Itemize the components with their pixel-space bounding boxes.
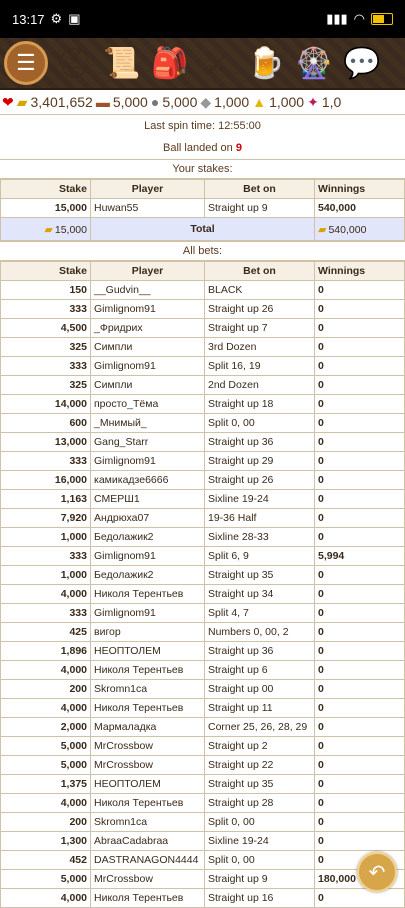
- game-toolbar: [0, 38, 405, 90]
- total-winnings-cell: [315, 218, 405, 241]
- stake-cell: 5,000: [1, 737, 91, 756]
- stake-cell: 13,000: [1, 433, 91, 452]
- winnings-cell: 0: [315, 794, 405, 813]
- winnings-cell: 5,994: [315, 547, 405, 566]
- gold-amount: 3,401,652: [30, 94, 93, 110]
- bet-cell: Numbers 0, 00, 2: [205, 623, 315, 642]
- col-winnings: Winnings: [315, 262, 405, 281]
- bet-cell: Straight up 35: [205, 566, 315, 585]
- stake-cell: 1,000: [1, 528, 91, 547]
- resources-bar: [0, 90, 405, 115]
- player-cell[interactable]: Николя Терентьев: [91, 661, 205, 680]
- winnings-cell: 0: [315, 338, 405, 357]
- wood-icon: ▬: [95, 94, 110, 110]
- signal-icon: ▮▮▮: [326, 11, 348, 26]
- your-stakes-title: Your stakes:: [0, 159, 405, 179]
- stone-amount: 5,000: [162, 94, 198, 110]
- player-cell[interactable]: AbraaCadabraa: [91, 832, 205, 851]
- winnings-cell: 0: [315, 604, 405, 623]
- winnings-cell: 0: [315, 699, 405, 718]
- player-cell[interactable]: Николя Терентьев: [91, 585, 205, 604]
- winnings-cell: 0: [315, 395, 405, 414]
- bet-cell: 2nd Dozen: [205, 376, 315, 395]
- stake-cell: 333: [1, 452, 91, 471]
- col-stake: Stake: [1, 262, 91, 281]
- bet-cell: Split 6, 9: [205, 547, 315, 566]
- stake-cell: 14,000: [1, 395, 91, 414]
- back-arrow-icon: ↶: [368, 861, 386, 884]
- player-cell[interactable]: СМЕРШ1: [91, 490, 205, 509]
- table-row: [1, 585, 405, 604]
- menu-button[interactable]: [4, 41, 48, 85]
- bet-cell: Straight up 9: [205, 199, 315, 218]
- stake-cell: 1,300: [1, 832, 91, 851]
- stake-cell: 333: [1, 547, 91, 566]
- stake-cell: 2,000: [1, 718, 91, 737]
- bet-cell: Straight up 35: [205, 775, 315, 794]
- col-player: Player: [91, 262, 205, 281]
- player-cell[interactable]: Николя Терентьев: [91, 794, 205, 813]
- sulfur-icon: ▲: [252, 94, 267, 110]
- winnings-cell: 0: [315, 490, 405, 509]
- bet-cell: Straight up 28: [205, 794, 315, 813]
- all-bets-title: All bets:: [0, 241, 405, 261]
- table-row: [1, 566, 405, 585]
- stake-cell: 1,896: [1, 642, 91, 661]
- bet-cell: Straight up 11: [205, 699, 315, 718]
- table-row: [1, 889, 405, 908]
- all-bets-table: [0, 261, 405, 908]
- table-row: [1, 452, 405, 471]
- table-row: [1, 661, 405, 680]
- total-winnings: 540,000: [328, 223, 367, 236]
- your-stakes-table: [0, 179, 405, 241]
- gold-icon: ▰: [16, 93, 28, 110]
- table-row: [1, 300, 405, 319]
- crossed-swords-icon[interactable]: ⚔: [204, 46, 232, 80]
- player-cell[interactable]: Gimlignom91: [91, 357, 205, 376]
- bet-cell: 3rd Dozen: [205, 338, 315, 357]
- helmet-icon[interactable]: ⛑: [54, 46, 94, 80]
- table-row: [1, 699, 405, 718]
- bet-cell: Straight up 00: [205, 680, 315, 699]
- bet-cell: 19-36 Half: [205, 509, 315, 528]
- col-stake: Stake: [1, 180, 91, 199]
- winnings-cell: 0: [315, 357, 405, 376]
- bet-cell: Sixline 19-24: [205, 490, 315, 509]
- winnings-cell: 0: [315, 813, 405, 832]
- player-cell[interactable]: _Фридрих: [91, 319, 205, 338]
- table-row: [1, 433, 405, 452]
- stake-cell: 325: [1, 376, 91, 395]
- stake-cell: 15,000: [1, 199, 91, 218]
- crystal-amount: 1,0: [321, 94, 342, 110]
- player-cell[interactable]: просто_Тёма: [91, 395, 205, 414]
- player-cell[interactable]: Skromn1ca: [91, 680, 205, 699]
- player-cell[interactable]: Gimlignom91: [91, 300, 205, 319]
- stake-cell: 4,000: [1, 889, 91, 908]
- bet-cell: Straight up 29: [205, 452, 315, 471]
- table-row: [1, 604, 405, 623]
- player-cell[interactable]: Gimlignom91: [91, 604, 205, 623]
- beer-mug-icon[interactable]: 🍺: [247, 46, 285, 80]
- winnings-cell: 0: [315, 300, 405, 319]
- winnings-cell: 0: [315, 281, 405, 300]
- stake-cell: 200: [1, 813, 91, 832]
- ball-landed: [0, 137, 405, 159]
- winnings-cell: 0: [315, 433, 405, 452]
- winnings-cell: 0: [315, 376, 405, 395]
- stake-cell: 4,000: [1, 585, 91, 604]
- stake-cell: 150: [1, 281, 91, 300]
- player-cell[interactable]: MrCrossbow: [91, 756, 205, 775]
- winnings-cell: 0: [315, 889, 405, 908]
- table-row: [1, 319, 405, 338]
- bet-cell: Split 4, 7: [205, 604, 315, 623]
- app-notification-icon: ▣: [68, 11, 81, 26]
- player-cell[interactable]: Gimlignom91: [91, 452, 205, 471]
- stake-cell: 4,000: [1, 661, 91, 680]
- winnings-cell: 0: [315, 585, 405, 604]
- sulfur-amount: 1,000: [269, 94, 305, 110]
- roulette-icon[interactable]: 🎡: [295, 46, 333, 80]
- stake-cell: 16,000: [1, 471, 91, 490]
- table-row: [1, 813, 405, 832]
- player-cell[interactable]: Gang_Starr: [91, 433, 205, 452]
- gold-icon: ▰: [44, 223, 53, 236]
- bet-cell: Straight up 16: [205, 889, 315, 908]
- player-cell[interactable]: Мармаладка: [91, 718, 205, 737]
- player-cell[interactable]: _Мнимый_: [91, 414, 205, 433]
- gold-icon: ▰: [318, 223, 327, 236]
- winnings-cell: 0: [315, 414, 405, 433]
- battery-icon: [371, 13, 393, 25]
- player-cell[interactable]: Николя Терентьев: [91, 889, 205, 908]
- stake-cell: 425: [1, 623, 91, 642]
- table-row: [1, 737, 405, 756]
- table-row: [1, 775, 405, 794]
- spin-info: [0, 115, 405, 159]
- bet-cell: Corner 25, 26, 28, 29: [205, 718, 315, 737]
- stake-cell: 4,000: [1, 699, 91, 718]
- table-row: [1, 718, 405, 737]
- winnings-cell: 0: [315, 680, 405, 699]
- stake-cell: 4,500: [1, 319, 91, 338]
- winnings-cell: 0: [315, 509, 405, 528]
- ball-number: 9: [235, 142, 242, 154]
- bet-cell: Straight up 9: [205, 870, 315, 889]
- player-cell[interactable]: MrCrossbow: [91, 870, 205, 889]
- table-row: [1, 528, 405, 547]
- bet-cell: Straight up 18: [205, 395, 315, 414]
- table-row: [1, 490, 405, 509]
- scroll-map-icon[interactable]: 📜: [103, 46, 141, 80]
- iron-amount: 1,000: [214, 94, 250, 110]
- table-row: [1, 357, 405, 376]
- bet-cell: Split 16, 19: [205, 357, 315, 376]
- table-row: [1, 794, 405, 813]
- winnings-cell: 0: [315, 319, 405, 338]
- stake-cell: 7,920: [1, 509, 91, 528]
- player-cell[interactable]: Gimlignom91: [91, 547, 205, 566]
- winnings-cell: 0: [315, 832, 405, 851]
- ball-landed-label: Ball landed on: [163, 142, 233, 154]
- crystal-icon: ✦: [307, 93, 319, 110]
- player-cell[interactable]: Симпли: [91, 338, 205, 357]
- player-cell[interactable]: камикадзе6666: [91, 471, 205, 490]
- table-row: [1, 338, 405, 357]
- table-row: [1, 623, 405, 642]
- winnings-cell: 0: [315, 775, 405, 794]
- stake-cell: 333: [1, 300, 91, 319]
- table-row: [1, 414, 405, 433]
- bet-cell: Straight up 7: [205, 319, 315, 338]
- stake-cell: 452: [1, 851, 91, 870]
- bet-cell: Straight up 6: [205, 661, 315, 680]
- stake-cell: 200: [1, 680, 91, 699]
- iron-icon: ◆: [200, 93, 212, 110]
- player-cell[interactable]: вигор: [91, 623, 205, 642]
- total-row: [1, 218, 405, 241]
- total-label: Total: [91, 218, 315, 241]
- bet-cell: Split 0, 00: [205, 414, 315, 433]
- winnings-cell: 0: [315, 851, 405, 870]
- stake-cell: 333: [1, 604, 91, 623]
- table-row: [1, 281, 405, 300]
- stake-cell: 1,000: [1, 566, 91, 585]
- all-bets-body: [1, 281, 405, 908]
- player-cell[interactable]: Николя Терентьев: [91, 699, 205, 718]
- col-bet-on: Bet on: [205, 262, 315, 281]
- bet-cell: Split 0, 00: [205, 813, 315, 832]
- winnings-cell: 0: [315, 623, 405, 642]
- bet-cell: Straight up 36: [205, 642, 315, 661]
- bet-cell: Sixline 28-33: [205, 528, 315, 547]
- player-cell[interactable]: Симпли: [91, 376, 205, 395]
- bet-cell: Split 0, 00: [205, 851, 315, 870]
- winnings-cell: 0: [315, 718, 405, 737]
- bet-cell: Sixline 19-24: [205, 832, 315, 851]
- table-row: [1, 642, 405, 661]
- winnings-cell: 540,000: [315, 199, 405, 218]
- clock: 13:17: [12, 11, 45, 27]
- stake-cell: 325: [1, 338, 91, 357]
- table-row: [1, 471, 405, 490]
- bet-cell: Straight up 26: [205, 300, 315, 319]
- wood-amount: 5,000: [112, 94, 148, 110]
- player-cell[interactable]: Huwan55: [91, 199, 205, 218]
- wifi-icon: ◠: [353, 11, 365, 26]
- table-row: [1, 851, 405, 870]
- table-row: [1, 832, 405, 851]
- winnings-cell: 0: [315, 737, 405, 756]
- stake-cell: 5,000: [1, 756, 91, 775]
- status-bar: [0, 0, 405, 38]
- bet-cell: Straight up 26: [205, 471, 315, 490]
- stake-cell: 1,163: [1, 490, 91, 509]
- winnings-cell: 0: [315, 471, 405, 490]
- col-winnings: Winnings: [315, 180, 405, 199]
- winnings-cell: 0: [315, 528, 405, 547]
- table-row: [1, 395, 405, 414]
- winnings-cell: 0: [315, 756, 405, 775]
- winnings-cell: 0: [315, 566, 405, 585]
- menu-icon: ☰: [16, 50, 36, 75]
- heart-icon: ❤: [2, 93, 14, 110]
- bet-cell: Straight up 34: [205, 585, 315, 604]
- player-cell[interactable]: НЕОПТОЛЕМ: [91, 642, 205, 661]
- bet-cell: Straight up 2: [205, 737, 315, 756]
- back-button[interactable]: [357, 852, 397, 892]
- player-cell[interactable]: Бедолажик2: [91, 566, 205, 585]
- winnings-cell: 0: [315, 452, 405, 471]
- bet-cell: Straight up 22: [205, 756, 315, 775]
- backpack-icon[interactable]: 🎒: [151, 46, 189, 80]
- bet-cell: BLACK: [205, 281, 315, 300]
- table-row: [1, 509, 405, 528]
- notification-icon: ⚙: [50, 11, 63, 26]
- player-cell[interactable]: MrCrossbow: [91, 737, 205, 756]
- table-row: [1, 376, 405, 395]
- player-cell[interactable]: Андрюха07: [91, 509, 205, 528]
- last-spin-time: Last spin time: 12:55:00: [144, 120, 261, 132]
- stake-cell: 1,375: [1, 775, 91, 794]
- player-cell[interactable]: __Gudvin__: [91, 281, 205, 300]
- player-cell[interactable]: Бедолажик2: [91, 528, 205, 547]
- col-player: Player: [91, 180, 205, 199]
- col-bet-on: Bet on: [205, 180, 315, 199]
- table-row: [1, 870, 405, 889]
- stone-icon: ●: [150, 94, 160, 110]
- total-stake: 15,000: [54, 223, 87, 236]
- table-row: [1, 547, 405, 566]
- stake-cell: 4,000: [1, 794, 91, 813]
- winnings-cell: 0: [315, 642, 405, 661]
- table-row: [1, 199, 405, 218]
- winnings-cell: 180,000: [315, 870, 405, 889]
- table-row: [1, 680, 405, 699]
- total-stake-cell: [1, 218, 91, 241]
- stake-cell: 600: [1, 414, 91, 433]
- stake-cell: 5,000: [1, 870, 91, 889]
- winnings-cell: 0: [315, 661, 405, 680]
- player-cell[interactable]: Skromn1ca: [91, 813, 205, 832]
- player-cell[interactable]: DASTRANAGON4444: [91, 851, 205, 870]
- bet-cell: Straight up 36: [205, 433, 315, 452]
- table-row: [1, 756, 405, 775]
- chat-bubble-icon[interactable]: 💬: [343, 46, 381, 80]
- stake-cell: 333: [1, 357, 91, 376]
- player-cell[interactable]: НЕОПТОЛЕМ: [91, 775, 205, 794]
